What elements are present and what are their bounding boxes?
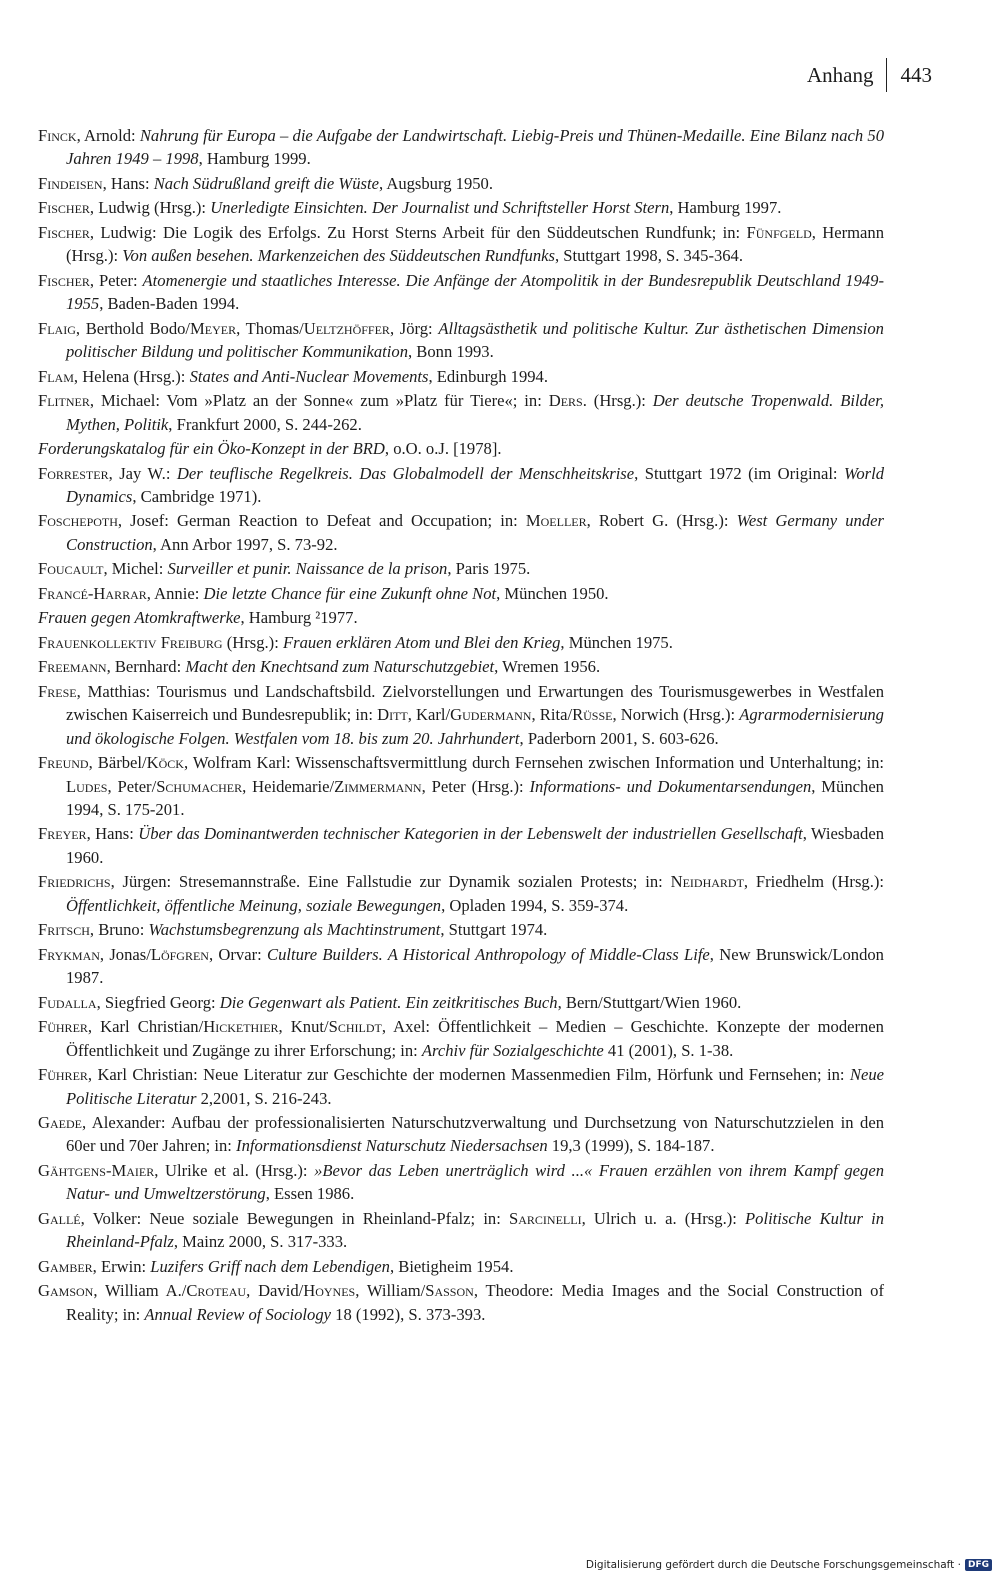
citation-text: , Karl Christian/ xyxy=(87,1017,204,1037)
citation-text: , Hermann (Hrsg.): xyxy=(66,222,884,266)
page-number: 443 xyxy=(900,62,932,87)
bibliography-entry xyxy=(38,680,884,750)
title-italic: Die letzte Chance für eine Zukunft ohne Not xyxy=(203,583,497,603)
citation-text: , Norwich (Hrsg.): xyxy=(612,705,740,725)
title-italic: Informationsdienst Naturschutz Niedersachsen xyxy=(236,1136,548,1156)
citation-text: , München 1994, S. 175-201. xyxy=(66,776,884,819)
citation-text: , William A./ xyxy=(93,1281,187,1301)
citation-text: , Helena (Hrsg.): xyxy=(73,366,190,386)
bibliography-entry xyxy=(38,655,884,678)
author-name: Fischer xyxy=(38,222,90,242)
bibliography-list xyxy=(38,124,884,1327)
citation-text: , Stuttgart 1972 (im Original: xyxy=(634,463,845,483)
title-italic: Frauen erklären Atom und Blei den Krieg xyxy=(282,632,561,652)
title-italic: Öffentlichkeit, öffentliche Meinung, soziale Bewegungen xyxy=(66,895,442,915)
bibliography-entry xyxy=(38,1063,884,1110)
bibliography-entry xyxy=(38,1279,884,1326)
running-header xyxy=(807,58,932,92)
title-italic: Forderungskatalog für ein Öko-Konzept in der BRD xyxy=(38,439,385,459)
author-name: Zimmermann xyxy=(334,776,422,796)
citation-text: , Paderborn 2001, S. 603-626. xyxy=(519,728,719,748)
title-italic: Neue Politische Literatur xyxy=(66,1065,884,1108)
citation-text: , Ludwig: Die Logik des Erfolgs. Zu Horst Sterns Arbeit für den Süddeutschen Rundfunk; in: xyxy=(89,222,747,242)
author-name: Gudermann xyxy=(450,705,532,725)
author-name: Gallé xyxy=(38,1208,81,1228)
citation-text: , Theodore: Media Images and the Social Construction of Reality; in: xyxy=(66,1281,884,1324)
bibliography-entry xyxy=(38,582,884,605)
author-name: Fünfgeld xyxy=(746,222,812,242)
citation-text: , Bietigheim 1954. xyxy=(389,1256,514,1276)
author-name: Fritsch xyxy=(38,920,90,940)
citation-text: , Siegfried Georg: xyxy=(96,992,220,1012)
author-name: Sarcinelli xyxy=(509,1208,582,1228)
author-name: Gaede xyxy=(38,1113,82,1132)
bibliography-entry xyxy=(38,437,884,460)
author-name: Ludes xyxy=(66,776,108,796)
title-italic: Alltagsästhetik und politische Kultur. Zur ästhetischen Dimension politischer Bildung und politischer Kommunikation xyxy=(66,318,884,362)
citation-text: , Essen 1986. xyxy=(265,1184,355,1204)
citation-text: , David/ xyxy=(246,1281,304,1301)
citation-text: , Orvar: xyxy=(208,944,268,964)
author-name: Ders xyxy=(548,391,583,411)
author-name: Neidhardt xyxy=(670,872,744,892)
header-divider xyxy=(886,58,887,92)
author-name: Ueltzhöffer xyxy=(303,318,390,338)
author-name: Führer xyxy=(38,1017,88,1037)
title-italic: »Bevor das Leben unerträglich wird ...« Frauen erzählen von ihrem Kampf gegen Natur- und Umweltzerstörung xyxy=(66,1160,884,1204)
author-name: Rüsse xyxy=(572,705,613,725)
citation-text: , Hamburg 1999. xyxy=(198,149,311,169)
citation-text: , Jay W.: xyxy=(108,463,177,483)
title-italic: Luzifers Griff nach dem Lebendigen xyxy=(150,1256,390,1276)
citation-text: . (Hrsg.): xyxy=(582,391,653,411)
citation-text: 19,3 (1999), S. 184-187. xyxy=(547,1136,715,1156)
citation-text: , Michael: Vom »Platz an der Sonne« zum »Platz für Tiere«; in: xyxy=(89,391,549,411)
author-name: Führer xyxy=(38,1065,88,1085)
citation-text: , Stuttgart 1998, S. 345-364. xyxy=(554,246,744,266)
author-name: Hickethier xyxy=(203,1017,279,1037)
bibliography-entry xyxy=(38,631,884,654)
citation-text: , Ulrike et al. (Hrsg.): xyxy=(154,1160,315,1180)
author-name: Forrester xyxy=(38,463,109,483)
title-italic: Annual Review of Sociology xyxy=(144,1304,331,1324)
digitization-footer xyxy=(586,1559,992,1571)
citation-text: , Bruno: xyxy=(89,920,149,940)
citation-text: , Heidemarie/ xyxy=(242,776,335,796)
bibliography-entry xyxy=(38,269,884,316)
author-name: Fischer xyxy=(38,198,90,218)
citation-text: , Robert G. (Hrsg.): xyxy=(586,511,737,531)
citation-text: , Opladen 1994, S. 359-374. xyxy=(441,895,629,915)
bibliography-entry xyxy=(38,365,884,388)
citation-text: , Karl Christian: Neue Literatur zur Geschichte der modernen Massenmedien Film, Hörfunk und Fernsehen; in: xyxy=(87,1065,850,1085)
bibliography-entry xyxy=(38,1159,884,1206)
bibliography-entry xyxy=(38,943,884,990)
citation-text: , München 1975. xyxy=(560,632,673,652)
author-name: Frykman xyxy=(38,944,100,964)
title-italic: Der deutsche Tropenwald. Bilder, Mythen, Politik xyxy=(66,391,884,434)
citation-text: , Wremen 1956. xyxy=(494,657,601,677)
bibliography-entry xyxy=(38,1255,884,1278)
citation-text: 41 (2001), S. 1-38. xyxy=(603,1040,734,1060)
bibliography-entry xyxy=(38,822,884,869)
citation-text: , o.O. o.J. [1978]. xyxy=(384,439,502,459)
author-name: Schildt xyxy=(328,1017,382,1037)
citation-text: , Rita/ xyxy=(531,705,573,725)
bibliography-entry xyxy=(38,462,884,509)
citation-text: , Josef: German Reaction to Defeat and Occupation; in: xyxy=(117,511,526,531)
citation-text: (Hrsg.): xyxy=(222,632,283,652)
citation-text: , Arnold: xyxy=(76,126,140,145)
citation-text: , Knut/ xyxy=(278,1017,329,1037)
citation-text: , München 1950. xyxy=(496,583,609,603)
author-name: Finck xyxy=(38,126,77,145)
title-italic: West Germany under Construction xyxy=(66,511,884,554)
citation-text: , Ann Arbor 1997, S. 73-92. xyxy=(152,534,338,554)
citation-text: 18 (1992), S. 373-393. xyxy=(331,1304,486,1324)
title-italic: States and Anti-Nuclear Movements xyxy=(189,366,429,386)
author-name: Frese xyxy=(38,681,77,701)
title-italic: Die Gegenwart als Patient. Ein zeitkritisches Buch xyxy=(219,992,558,1012)
bibliography-entry xyxy=(38,509,884,556)
author-name: Flam xyxy=(38,366,74,386)
author-name: Friedrichs xyxy=(38,872,111,892)
author-name: Freyer xyxy=(38,824,87,844)
citation-text: , William/ xyxy=(355,1281,426,1301)
title-italic: Agrarmodernisierung und ökologische Folgen. Westfalen vom 18. bis zum 20. Jahrhundert xyxy=(66,705,884,748)
author-name: Flaig xyxy=(38,318,76,338)
bibliography-entry xyxy=(38,196,884,219)
citation-text: , Jörg: xyxy=(389,318,439,338)
author-name: Francé-Harrar xyxy=(38,583,147,603)
citation-text: , Bärbel/ xyxy=(88,753,147,773)
author-name: Foschepoth xyxy=(38,511,118,531)
citation-text: , Jürgen: Stresemannstraße. Eine Fallstudie zur Dynamik sozialen Protests; in: xyxy=(110,872,671,892)
citation-text: , Frankfurt 2000, S. 244-262. xyxy=(168,414,362,434)
citation-text: , Hamburg ²1977. xyxy=(240,608,358,628)
author-name: Frauenkollektiv Freiburg xyxy=(38,632,223,652)
title-italic: Der teuflische Regelkreis. Das Globalmodell der Menschheitskrise xyxy=(176,463,635,483)
citation-text: , Peter/ xyxy=(107,776,157,796)
citation-text: , Alexander: Aufbau der professionalisierten Naturschutzverwaltung und Durchsetzung von Naturschutzzielen in den 60er und 70er Jahren; in: xyxy=(66,1113,884,1156)
footer-text: Digitalisierung gefördert durch die Deutsche Forschungsgemeinschaft · xyxy=(585,1559,961,1571)
citation-text: , Hamburg 1997. xyxy=(669,198,782,218)
author-name: Croteau xyxy=(186,1281,247,1301)
author-name: Flitner xyxy=(38,391,90,411)
citation-text: , Bern/Stuttgart/Wien 1960. xyxy=(557,992,742,1012)
citation-text: , Bernhard: xyxy=(106,657,186,677)
bibliography-entry xyxy=(38,172,884,195)
author-name: Fischer xyxy=(38,270,90,290)
bibliography-entry xyxy=(38,124,884,171)
citation-text: , Peter (Hrsg.): xyxy=(421,776,530,796)
author-name: Ditt xyxy=(377,705,408,725)
citation-text: , Bonn 1993. xyxy=(408,342,494,362)
author-name: Meyer xyxy=(190,318,237,338)
citation-text: , Wolfram Karl: Wissenschaftsvermittlung durch Fernsehen zwischen Information und Unterhaltung; in: xyxy=(183,753,885,773)
citation-text: , Axel: Öffentlichkeit – Medien – Geschichte. Konzepte der modernen Öffentlichkeit und Zugänge zu ihrer Erforschung; in: xyxy=(66,1017,884,1060)
citation-text: , Hans: xyxy=(102,173,154,193)
bibliography-entry xyxy=(38,389,884,436)
citation-text: , Jonas/ xyxy=(99,944,151,964)
bibliography-entry xyxy=(38,1015,884,1062)
title-italic: Frauen gegen Atomkraftwerke xyxy=(38,608,241,628)
title-italic: Surveiller et punir. Naissance de la prison xyxy=(167,559,448,579)
citation-text: , Hans: xyxy=(86,824,139,844)
title-italic: Politische Kultur in Rheinland-Pfalz xyxy=(66,1208,884,1252)
title-italic: Culture Builders. A Historical Anthropology of Middle-Class Life xyxy=(267,944,710,964)
bibliography-entry xyxy=(38,606,884,629)
author-name: Gamber xyxy=(38,1256,93,1276)
citation-text: , Friedhelm (Hrsg.): xyxy=(743,872,884,892)
author-name: Gamson xyxy=(38,1281,94,1301)
author-name: Fudalla xyxy=(38,992,97,1012)
title-italic: Wachstumsbegrenzung als Machtinstrument xyxy=(148,920,441,940)
bibliography-entry xyxy=(38,557,884,580)
title-italic: Über das Dominantwerden technischer Kategorien in der Lebenswelt der industriellen Gesellschaft xyxy=(138,824,803,844)
bibliography-entry xyxy=(38,918,884,941)
citation-text: , Wiesbaden 1960. xyxy=(66,824,884,867)
author-name: Hoynes xyxy=(303,1281,356,1301)
author-name: Köck xyxy=(146,753,184,773)
bibliography-entry xyxy=(38,317,884,364)
section-title: Anhang xyxy=(807,62,874,87)
bibliography-entry xyxy=(38,751,884,821)
title-italic: Macht den Knechtsand zum Naturschutzgebiet xyxy=(185,657,495,677)
citation-text: , Peter: xyxy=(89,270,143,290)
title-italic: Atomenergie und staatliches Interesse. Die Anfänge der Atompolitik in der Bundesrepublik Deutschland 1949-1955 xyxy=(66,270,885,314)
citation-text: , Mainz 2000, S. 317-333. xyxy=(173,1232,348,1252)
bibliography-entry xyxy=(38,1207,884,1254)
citation-text: , Ludwig (Hrsg.): xyxy=(89,198,211,218)
title-italic: Von außen besehen. Markenzeichen des Süddeutschen Rundfunks xyxy=(122,246,555,266)
citation-text: , Paris 1975. xyxy=(447,559,531,579)
bibliography-entry xyxy=(38,870,884,917)
author-name: Sasson xyxy=(425,1281,474,1301)
author-name: Freemann xyxy=(38,657,107,677)
bibliography-entry xyxy=(38,991,884,1014)
title-italic: Informations- und Dokumentarsendungen xyxy=(529,776,812,796)
title-italic: Nahrung für Europa – die Aufgabe der Landwirtschaft. Liebig-Preis und Thünen-Medaille. Eine Bilanz nach 50 Jahren 1949 – 1998 xyxy=(66,126,884,169)
dfg-logo: DFG xyxy=(965,1559,992,1571)
citation-text: , Annie: xyxy=(146,583,204,603)
author-name: Freund xyxy=(38,753,89,773)
citation-text: , Michel: xyxy=(103,559,168,579)
author-name: Löfgren xyxy=(150,944,209,964)
citation-text: , Matthias: Tourismus und Landschaftsbild. Zielvorstellungen und Erwartungen des Tourismusgewerbes in Westfalen zwischen Kaiserreich und Bundesrepublik; in: xyxy=(66,681,884,725)
citation-text: , Baden-Baden 1994. xyxy=(99,294,240,314)
citation-text: 2,2001, S. 216-243. xyxy=(196,1088,332,1108)
citation-text: , Karl/ xyxy=(407,705,451,725)
author-name: Gähtgens-Maier xyxy=(38,1160,155,1180)
title-italic: World Dynamics xyxy=(66,463,885,506)
title-italic: Nach Südrußland greift die Wüste xyxy=(153,173,379,193)
author-name: Foucault xyxy=(38,559,104,579)
bibliography-entry xyxy=(38,221,884,268)
bibliography-entry xyxy=(38,1111,884,1158)
title-italic: Archiv für Sozialgeschichte xyxy=(421,1040,604,1060)
citation-text: , Augsburg 1950. xyxy=(378,173,493,193)
citation-text: , Berthold Bodo/ xyxy=(75,318,191,338)
citation-text: , Volker: Neue soziale Bewegungen in Rheinland-Pfalz; in: xyxy=(80,1208,510,1228)
author-name: Schumacher xyxy=(156,776,243,796)
author-name: Findeisen xyxy=(38,173,103,193)
citation-text: , Thomas/ xyxy=(236,318,304,338)
citation-text: , Erwin: xyxy=(92,1256,151,1276)
citation-text: , Cambridge 1971). xyxy=(132,486,262,506)
citation-text: , New Brunswick/London 1987. xyxy=(66,944,884,988)
title-italic: Unerledigte Einsichten. Der Journalist und Schriftsteller Horst Stern xyxy=(210,198,670,218)
citation-text: , Stuttgart 1974. xyxy=(440,920,548,940)
citation-text: , Ulrich u. a. (Hrsg.): xyxy=(581,1208,746,1228)
citation-text: , Edinburgh 1994. xyxy=(428,366,548,386)
author-name: Moeller xyxy=(525,511,587,531)
